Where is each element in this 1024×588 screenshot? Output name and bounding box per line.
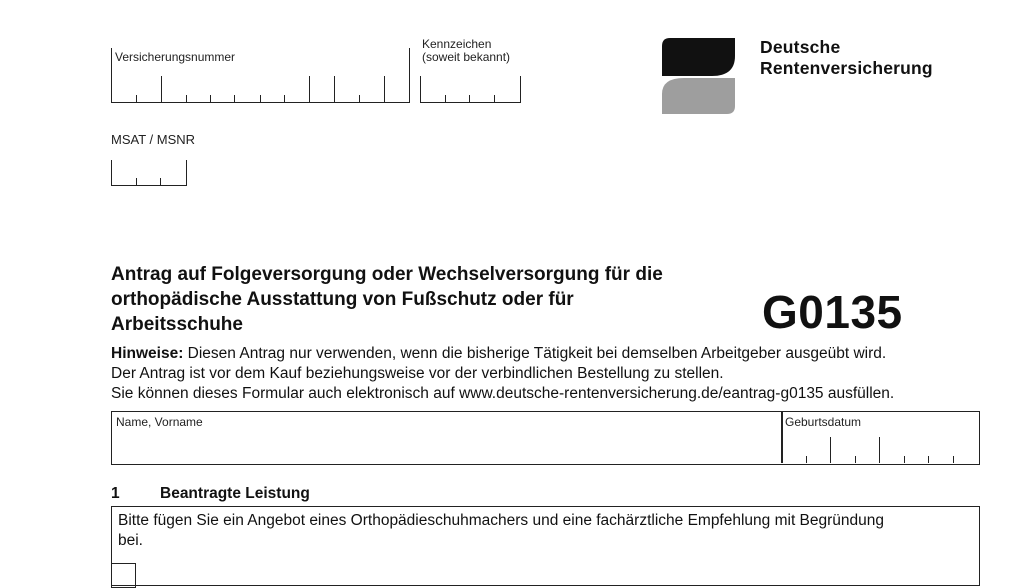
hints-label: Hinweise: — [111, 345, 184, 362]
hints-line2: Der Antrag ist vor dem Kauf beziehungsweise vor der verbindlichen Bestellung zu stellen. — [111, 365, 724, 382]
hints-line1 — [111, 344, 1011, 364]
msat-label: MSAT / MSNR — [111, 132, 196, 147]
section1-title: Beantragte Leistung — [160, 485, 310, 502]
logo-line1: Deutsche — [760, 37, 841, 57]
identifier-label-line2: (soweit bekannt) — [422, 50, 511, 64]
form-title-line2: orthopädische Ausstattung von Fußschutz oder für — [111, 289, 574, 310]
msat-input[interactable] — [111, 160, 187, 186]
hints-text1: Diesen Antrag nur verwenden, wenn die bisherige Tätigkeit bei demselben Arbeitgeber ausgeübt wird. — [183, 345, 887, 362]
form-title-line3: Arbeitsschuhe — [111, 314, 243, 335]
section1-number: 1 — [111, 485, 120, 502]
hints-block — [111, 344, 1011, 404]
drv-logo-text — [760, 37, 933, 79]
applicant-box — [111, 411, 980, 465]
name-input[interactable] — [112, 412, 781, 463]
section1-instruction-line2: bei. — [118, 532, 143, 549]
insurance-number-label: Versicherungsnummer — [115, 50, 236, 64]
birthdate-input[interactable] — [782, 436, 979, 463]
form-title — [111, 262, 751, 337]
section1-instruction — [118, 511, 973, 551]
logo-line2: Rentenversicherung — [760, 58, 933, 78]
section1-heading — [111, 485, 310, 503]
drv-logo — [662, 38, 735, 114]
form-title-line1: Antrag auf Folgeversorgung oder Wechselversorgung für die — [111, 264, 663, 285]
section1-instruction-line1: Bitte fügen Sie ein Angebot eines Orthopädieschuhmachers und eine fachärztliche Empfehlung mit Begründung — [118, 512, 885, 529]
identifier-label — [422, 38, 510, 64]
insurance-number-input[interactable] — [111, 48, 410, 103]
hints-line3: Sie können dieses Formular auch elektronisch auf www.deutsche-rentenversicherung.de/eantrag-g0135 ausfüllen. — [111, 385, 895, 402]
drv-logo-mark-icon — [662, 38, 735, 114]
name-label: Name, Vorname — [116, 415, 203, 429]
birthdate-label: Geburtsdatum — [785, 415, 862, 429]
identifier-label-line1: Kennzeichen — [422, 37, 492, 51]
identifier-input[interactable] — [420, 76, 521, 103]
form-code: G0135 — [762, 286, 903, 338]
section1-box — [111, 506, 980, 586]
